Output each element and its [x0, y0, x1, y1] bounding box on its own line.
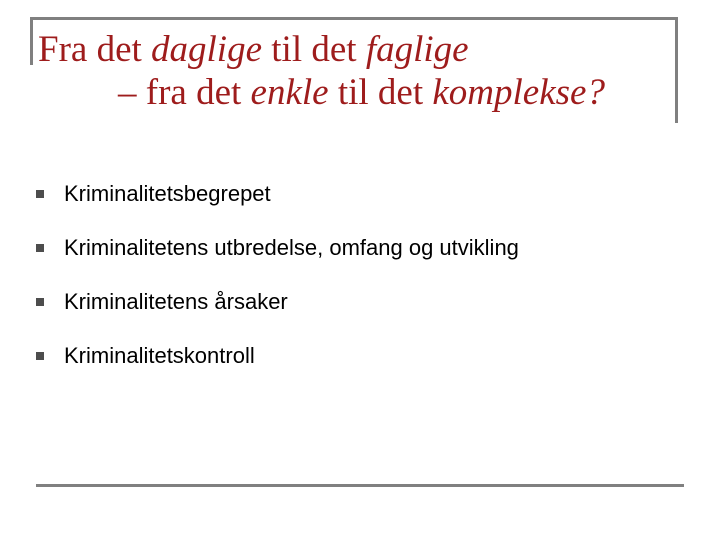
title-line-2-part: – fra det: [118, 72, 251, 113]
square-bullet-icon: [36, 352, 44, 360]
bullet-list: [36, 176, 519, 392]
title-line-1-italic-part: faglige: [365, 29, 469, 70]
slide-title: [38, 28, 678, 114]
title-line-2: [38, 71, 678, 114]
title-line-1-part: til det: [262, 29, 366, 70]
frame-line-top: [30, 17, 678, 20]
square-bullet-icon: [36, 190, 44, 198]
bullet-text: Kriminalitetsbegrepet: [64, 181, 271, 206]
bullet-item: [36, 284, 519, 338]
title-line-2-italic-part: komplekse?: [432, 72, 605, 113]
frame-line-bottom: [36, 484, 684, 487]
title-line-1: [38, 29, 469, 70]
bullet-item: [36, 230, 519, 284]
bullet-text: Kriminalitetskontroll: [64, 343, 255, 368]
bullet-text: Kriminalitetens årsaker: [64, 289, 288, 314]
frame-line-left: [30, 17, 33, 65]
title-line-2-italic-part: enkle: [250, 72, 329, 113]
bullet-text: Kriminalitetens utbredelse, omfang og utvikling: [64, 235, 519, 260]
title-line-1-italic-part: daglige: [151, 29, 263, 70]
title-line-1-part: Fra det: [38, 29, 152, 70]
title-line-2-part: til det: [328, 72, 433, 113]
bullet-item: [36, 338, 519, 392]
square-bullet-icon: [36, 244, 44, 252]
bullet-item: [36, 176, 519, 230]
square-bullet-icon: [36, 298, 44, 306]
